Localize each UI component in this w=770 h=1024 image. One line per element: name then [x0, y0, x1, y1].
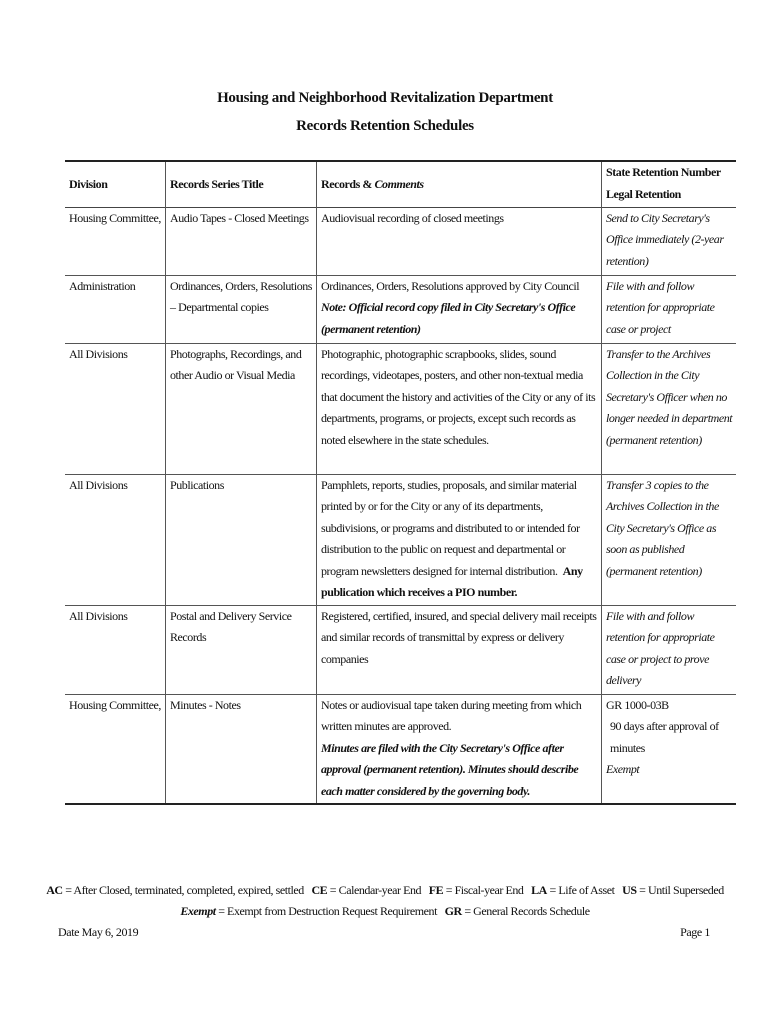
row-records: Registered, certified, insured, and special delivery mail receipts and similar records of transmittal by express or delivery companies [317, 605, 602, 694]
legend-fe-code: FE [428, 883, 444, 897]
row-records-bold: Any publication which receives a PIO number. [321, 563, 583, 599]
legend-la-code: LA [531, 883, 547, 897]
row-division: Administration [69, 278, 136, 293]
table-row [65, 343, 736, 474]
row-series-title: Photographs, Recordings, and other Audio or Visual Media [166, 343, 317, 474]
row-division: All Divisions [69, 608, 128, 623]
row-records-text: Ordinances, Orders, Resolutions approved by City Council [321, 278, 580, 293]
row-series-title: Publications [166, 474, 317, 605]
row-records-note: Minutes are filed with the City Secretary's Office after approval (permanent retention). Minutes should describe each matter considered by the governing body. [321, 740, 579, 798]
row-retention: Transfer 3 copies to the Archives Collection in the City Secretary's Office as soon as published (permanent retention) [602, 474, 737, 605]
row-records-note: Note: Official record copy filed in City Secretary's Office (permanent retention) [321, 300, 576, 336]
row-series-title: Minutes - Notes [166, 694, 317, 804]
legend-la-text: = Life of Asset [546, 883, 615, 897]
row-series-title: Audio Tapes - Closed Meetings [166, 207, 317, 275]
table-header-row [65, 161, 736, 207]
page-title: Housing and Neighborhood Revitalization Department [217, 90, 553, 106]
table-row [65, 275, 736, 343]
legend-us-code: US [622, 883, 637, 897]
table-row [65, 694, 736, 804]
row-retention: Send to City Secretary's Office immediately (2-year retention) [602, 207, 737, 275]
row-series-title: Postal and Delivery Service Records [166, 605, 317, 694]
row-records [317, 474, 602, 605]
table-row [65, 474, 736, 605]
header-records-label: Records & [321, 176, 375, 191]
row-records-text: Pamphlets, reports, studies, proposals, and similar material printed by or for the City or any of its departments, subdivisions, or programs and distributed to or intended for distribution to the public on request and departmental or program newsletters designed for internal distribution. [321, 477, 580, 578]
row-division: Housing Committee, [69, 697, 161, 712]
legend-line-2 [0, 904, 770, 919]
legend-exempt-text: = Exempt from Destruction Request Requirement [215, 904, 437, 918]
legend-ac-text: = After Closed, terminated, completed, expired, settled [62, 883, 304, 897]
header-records-comments [317, 161, 602, 207]
row-retention-exempt: Exempt [606, 762, 640, 776]
footer-date: Date May 6, 2019 [58, 925, 139, 939]
legend-ce-code: CE [311, 883, 328, 897]
header-comments-label: Comments [374, 176, 424, 191]
row-retention: File with and follow retention for appropriate case or project to prove delivery [602, 605, 737, 694]
header-retention-line1: State Retention Number [606, 165, 721, 179]
row-division: All Divisions [69, 346, 128, 361]
legend-ac-code: AC [46, 883, 63, 897]
row-division: Housing Committee, [69, 210, 161, 225]
row-records: Photographic, photographic scrapbooks, slides, sound recordings, videotapes, posters, and other non-textual media that document the history and activities of the City or any of its departments, programs, or projects, except such records as noted elsewhere in the state schedules. [317, 343, 602, 474]
header-division: Division [69, 176, 108, 191]
legend-gr-text: = General Records Schedule [461, 904, 590, 918]
row-records [317, 694, 602, 804]
legend-line-1 [0, 883, 770, 898]
row-retention [602, 694, 737, 804]
table-row [65, 207, 736, 275]
footer-page-number: Page 1 [680, 925, 710, 939]
page-subtitle: Records Retention Schedules [296, 118, 474, 134]
row-retention-code: GR 1000-03B [606, 697, 669, 712]
legend-ce-text: = Calendar-year End [327, 883, 422, 897]
legend-fe-text: = Fiscal-year End [443, 883, 524, 897]
header-retention [602, 161, 737, 207]
header-series-title: Records Series Title [166, 161, 317, 207]
row-division: All Divisions [69, 477, 128, 492]
retention-schedule-table [65, 160, 736, 805]
table-row [65, 605, 736, 694]
row-series-title: Ordinances, Orders, Resolutions – Departmental copies [166, 275, 317, 343]
row-retention: File with and follow retention for appropriate case or project [602, 275, 737, 343]
row-retention-text: 90 days after approval of minutes [610, 719, 719, 755]
row-records: Audiovisual recording of closed meetings [317, 207, 602, 275]
legend-gr-code: GR [444, 904, 462, 918]
legend-us-text: = Until Superseded [636, 883, 724, 897]
row-records [317, 275, 602, 343]
row-retention: Transfer to the Archives Collection in the City Secretary's Officer when no longer needed in department (permanent retention) [602, 343, 737, 474]
header-retention-line2: Legal Retention [606, 186, 681, 201]
row-records-text: Notes or audiovisual tape taken during meeting from which written minutes are approved. [321, 697, 582, 733]
legend-exempt-code: Exempt [180, 904, 216, 918]
